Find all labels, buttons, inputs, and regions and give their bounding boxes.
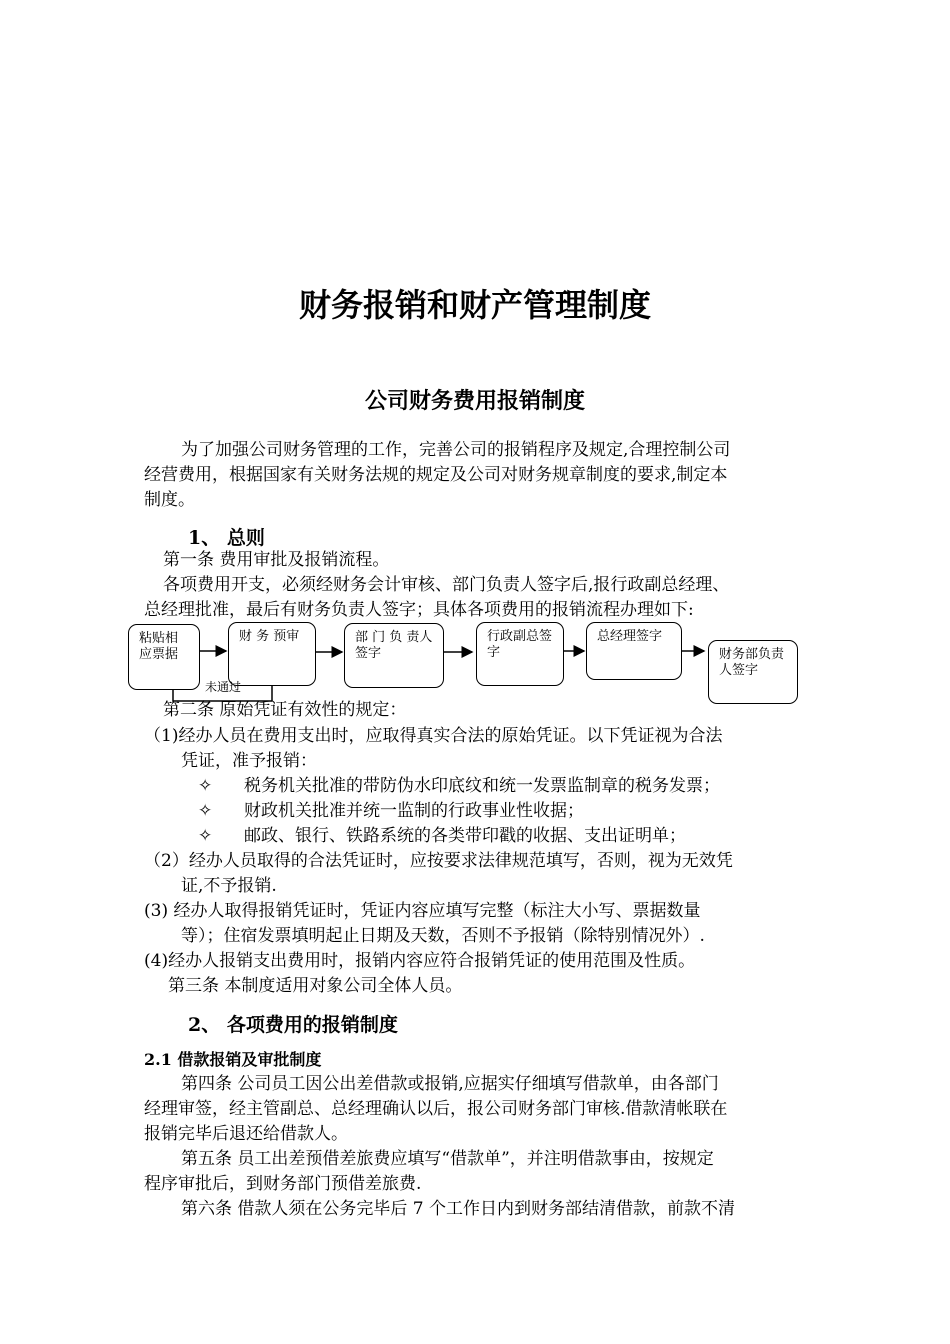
flow-step-gm-sign: 总经理签字 xyxy=(586,622,682,680)
intro-line: 为了加强公司财务管理的工作，完善公司的报销程序及规定,合理控制公司 xyxy=(181,440,731,460)
article-line: 程序审批后，到财务部门预借差旅费. xyxy=(144,1174,422,1194)
bullet-item: ✧ 税务机关批准的带防伪水印底纹和统一发票监制章的税务发票； xyxy=(198,774,720,799)
article-line: 等）；住宿发票填明起止日期及天数，否则不予报销（除特别情况外）. xyxy=(181,926,705,946)
article-line: 各项费用开支，必须经财务会计审核、部门负责人签字后,报行政副总经理、 xyxy=(163,575,730,595)
article-line: 经理审签，经主管副总、总经理确认以后，报公司财务部门审核.借款清帐联在 xyxy=(144,1099,728,1119)
bullet-item: ✧ 财政机关批准并统一监制的行政事业性收据； xyxy=(198,799,584,824)
article-line: 第一条 费用审批及报销流程。 xyxy=(163,550,390,570)
bullet-item: ✧ 邮政、银行、铁路系统的各类带印戳的收据、支出证明单； xyxy=(198,824,686,849)
subsection-heading: 2.1 借款报销及审批制度 xyxy=(144,1050,322,1069)
article-line: （2）经办人员取得的合法凭证时，应按要求法律规范填写，否则，视为无效凭 xyxy=(144,851,733,871)
article-line: 第四条 公司员工因公出差借款或报销,应据实仔细填写借款单，由各部门 xyxy=(181,1074,719,1094)
article-line: 总经理批准，最后有财务负责人签字；具体各项费用的报销流程办理如下: xyxy=(144,600,694,620)
article-line: 报销完毕后退还给借款人。 xyxy=(144,1124,348,1144)
flow-step-finance-head-sign: 财务部负责人签字 xyxy=(708,640,798,704)
flow-step-vp-sign: 行政副总签字 xyxy=(476,622,564,686)
document-subtitle: 公司财务费用报销制度 xyxy=(364,388,585,414)
flow-step-finance-precheck: 财 务 预审 xyxy=(228,622,316,686)
article-line: (4)经办人报销支出费用时，报销内容应符合报销凭证的使用范围及性质。 xyxy=(144,951,696,971)
section-heading: 2、 各项费用的报销制度 xyxy=(188,1014,398,1036)
diamond-bullet-icon: ✧ xyxy=(198,801,213,821)
flow-step-attach-receipts: 粘贴相应票据 xyxy=(128,624,200,690)
article-line: 第三条 本制度适用对象公司全体人员。 xyxy=(168,976,463,996)
article-line: （1)经办人员在费用支出时，应取得真实合法的原始凭证。以下凭证视为合法 xyxy=(144,726,723,746)
article-line: 第二条 原始凭证有效性的规定： xyxy=(163,700,407,720)
document-title: 财务报销和财产管理制度 xyxy=(298,286,651,324)
article-line: 凭证，准予报销： xyxy=(181,751,317,771)
reject-label: 未通过 xyxy=(205,680,242,694)
article-line: 证,不予报销. xyxy=(181,876,277,896)
article-line: (3) 经办人取得报销凭证时，凭证内容应填写完整（标注大小写、票据数量 xyxy=(144,901,701,921)
intro-line: 制度。 xyxy=(144,490,195,510)
intro-line: 经营费用，根据国家有关财务法规的规定及公司对财务规章制度的要求,制定本 xyxy=(144,465,728,485)
diamond-bullet-icon: ✧ xyxy=(198,826,213,846)
flow-step-department-sign: 部 门 负 责人签字 xyxy=(344,623,444,688)
article-line: 第六条 借款人须在公务完毕后 7 个工作日内到财务部结清借款，前款不清 xyxy=(181,1199,736,1219)
article-line: 第五条 员工出差预借差旅费应填写“借款单”，并注明借款事由，按规定 xyxy=(181,1149,714,1169)
section-heading: 1、 总则 xyxy=(188,527,265,549)
diamond-bullet-icon: ✧ xyxy=(198,776,213,796)
